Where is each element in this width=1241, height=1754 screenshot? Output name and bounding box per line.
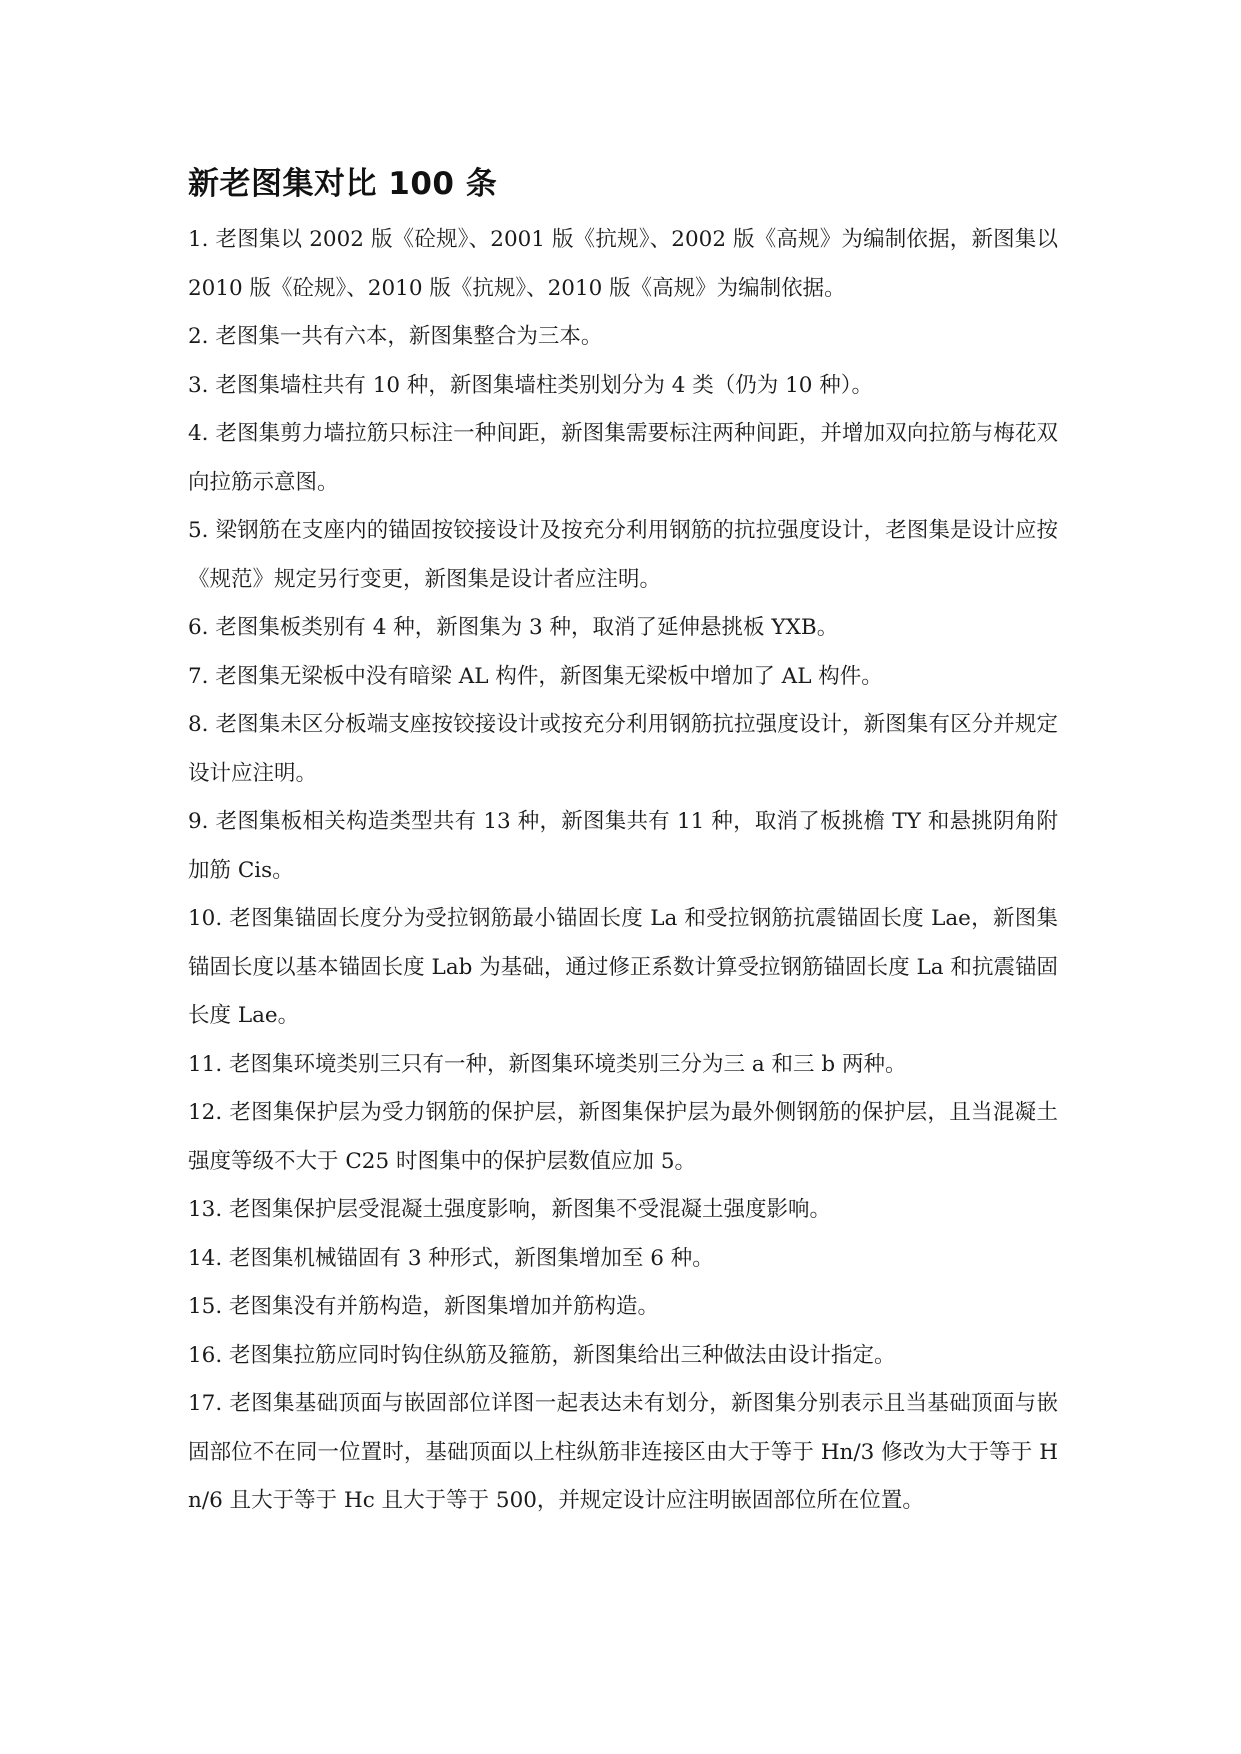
item-number: 16. [188,1342,230,1368]
item-text: 老图集墙柱共有 10 种，新图集墙柱类别划分为 4 类（仍为 10 种）。 [215,372,874,398]
item-number: 7. [188,663,216,689]
item-number: 11. [188,1051,230,1077]
item-text: 老图集以 2002 版《砼规》、2001 版《抗规》、2002 版《高规》为编制依据，新图集以 2010 版《砼规》、2010 版《抗规》、2010 版《高规》为编制依据。 [188,227,1058,301]
list-item [188,1186,1058,1235]
list-item [188,1089,1058,1186]
item-text: 梁钢筋在支座内的锚固按铰接设计及按充分利用钢筋的抗拉强度设计，老图集是设计应按《规范》规定另行变更，新图集是设计者应注明。 [188,518,1058,592]
item-number: 8. [188,712,216,737]
item-text: 老图集剪力墙拉筋只标注一种间距，新图集需要标注两种间距，并增加双向拉筋与梅花双向拉筋示意图。 [188,421,1058,495]
item-number: 2. [188,324,216,349]
list-item [188,410,1058,507]
list-item [188,1332,1058,1381]
item-text: 老图集保护层为受力钢筋的保护层，新图集保护层为最外侧钢筋的保护层，且当混凝土强度等级不大于 C25 时图集中的保护层数值应加 5。 [188,1100,1058,1174]
list-item [188,313,1058,362]
document-title: 新老图集对比 100 条 [188,166,498,202]
item-text: 老图集板类别有 4 种，新图集为 3 种，取消了延伸悬挑板 YXB。 [215,615,839,640]
item-text: 老图集拉筋应同时钩住纵筋及箍筋，新图集给出三种做法由设计指定。 [229,1342,896,1368]
list-item [188,216,1058,313]
list-item [188,604,1058,653]
list-item [188,895,1058,1041]
item-text: 老图集保护层受混凝土强度影响，新图集不受混凝土强度影响。 [229,1197,832,1222]
list-item [188,507,1058,604]
item-number: 9. [188,809,216,834]
list-item [188,798,1058,895]
item-number: 14. [188,1245,230,1271]
item-number: 6. [188,615,216,640]
list-item [188,701,1058,798]
item-number: 4. [188,421,216,446]
item-list [188,216,1058,1526]
item-text: 老图集无梁板中没有暗梁 AL 构件，新图集无梁板中增加了 AL 构件。 [215,663,883,689]
item-text: 老图集机械锚固有 3 种形式，新图集增加至 6 种。 [229,1245,714,1271]
item-number: 13. [188,1197,230,1222]
item-text: 老图集锚固长度分为受拉钢筋最小锚固长度 La 和受拉钢筋抗震锚固长度 Lae，新图集锚固长度以基本锚固长度 Lab 为基础，通过修正系数计算受拉钢筋锚固长度 La 和抗震锚固长度 Lae。 [188,906,1058,1028]
item-text: 老图集环境类别三只有一种，新图集环境类别三分为三 a 和三 b 两种。 [229,1051,907,1077]
list-item [188,362,1058,411]
item-number: 10. [188,906,230,931]
list-item [188,653,1058,702]
item-number: 15. [188,1294,230,1319]
list-item [188,1041,1058,1090]
item-number: 1. [188,227,216,252]
list-item [188,1283,1058,1332]
item-number: 5. [188,518,216,543]
item-text: 老图集未区分板端支座按铰接设计或按充分利用钢筋抗拉强度设计，新图集有区分并规定设计应注明。 [188,712,1058,786]
item-number: 17. [188,1391,230,1416]
item-number: 12. [188,1100,230,1125]
item-number: 3. [188,372,216,398]
item-text: 老图集板相关构造类型共有 13 种，新图集共有 11 种，取消了板挑檐 TY 和悬挑阴角附加筋 Cis。 [188,809,1058,883]
list-item [188,1380,1058,1526]
item-text: 老图集一共有六本，新图集整合为三本。 [215,324,603,349]
item-text: 老图集基础顶面与嵌固部位详图一起表达未有划分，新图集分别表示且当基础顶面与嵌固部位不在同一位置时，基础顶面以上柱纵筋非连接区由大于等于 Hn/3 修改为大于等于 Hn/6 且大于等于 Hc 且大于等于 500，并规定设计应注明嵌固部位所在位置。 [188,1391,1058,1513]
list-item [188,1235,1058,1284]
item-text: 老图集没有并筋构造，新图集增加并筋构造。 [229,1294,660,1319]
